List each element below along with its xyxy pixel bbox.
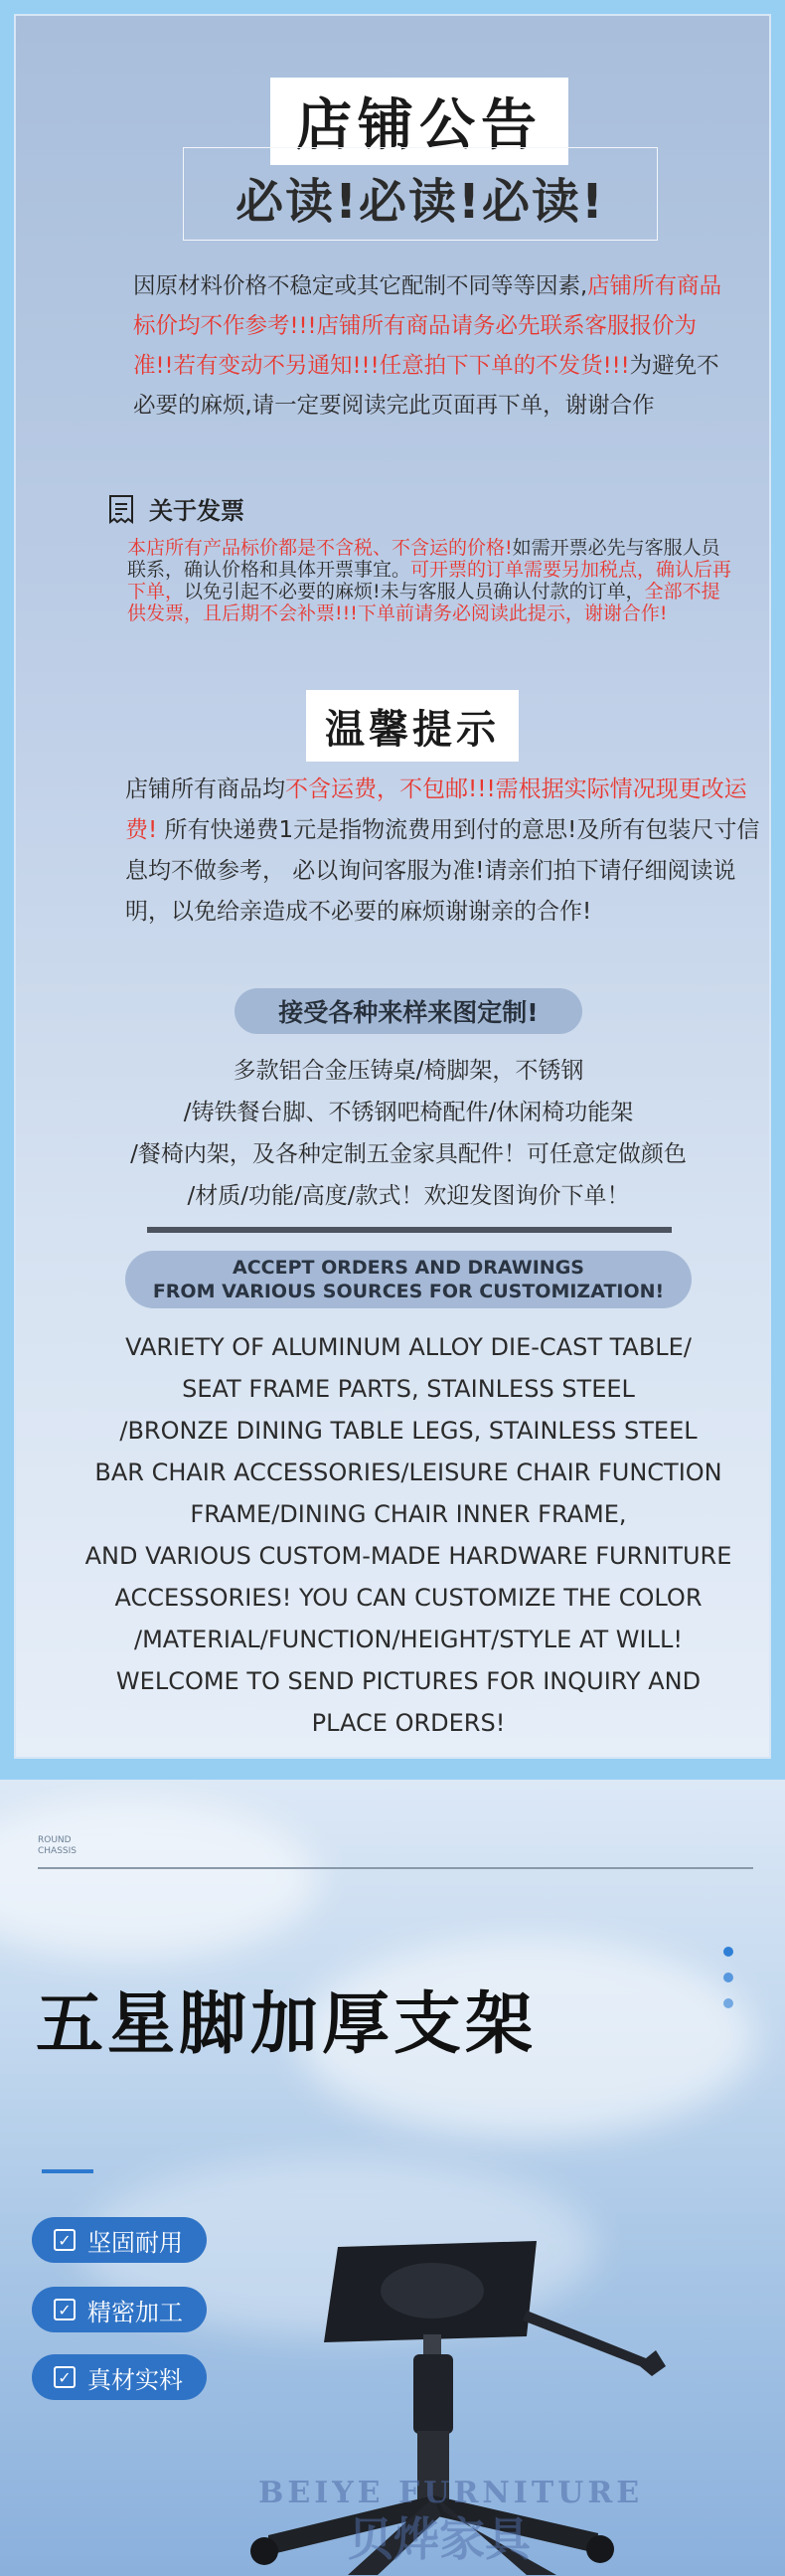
round-chassis-label [38,1835,77,1857]
invoice-text-e: 全部不提供发票，且后期不会补票!!!下单前请务必阅读此提示，谢谢合作! [127,581,720,624]
english-pill-line: ACCEPT ORDERS AND DRAWINGS [233,1257,584,1279]
english-pill-line: FROM VARIOUS SOURCES FOR CUSTOMIZATION! [152,1281,665,1302]
notice-text-a: 因原材料价格不稳定或其它配制不同等等因素, [133,273,588,299]
divider [147,1227,672,1233]
must-read-box [183,147,658,241]
english-line: BAR CHAIR ACCESSORIES/LEISURE CHAIR FUNCTION [94,1459,722,1486]
feature-badge [32,2287,207,2332]
custom-line: /餐椅内架，及各种定制五金家具配件！可任意定做颜色 [130,1141,687,1167]
warm-text-b: 不含运费，不包邮!!!需根据实际情况现更改运费! [125,776,747,843]
custom-line: /材质/功能/高度/款式！欢迎发图询价下单！ [187,1183,630,1209]
invoice-text-d: 以免引起不必要的麻烦!未与客服人员确认付款的订单， [184,581,645,602]
check-icon: ✓ [54,2299,76,2320]
warm-tip-title: 温馨提示 [325,706,500,753]
feature-badge [32,2217,207,2263]
check-icon: ✓ [54,2229,76,2251]
product-title: 五星脚加厚支架 [36,1985,538,2064]
english-line: VARIETY OF ALUMINUM ALLOY DIE-CAST TABLE/ [125,1333,692,1361]
feature-label: 精密加工 [87,2298,183,2326]
warm-text-c: 所有快递费1元是指物流费用到付的意思!及所有包装尺寸信息均不做参考， 必以询问客服为准!请亲们拍下请仔细阅读说明，以免给亲造成不必要的麻烦谢谢亲的合作! [125,817,760,925]
cloud-decoration [0,1800,318,1959]
custom-line: /铸铁餐台脚、不锈钢吧椅配件/休闲椅功能架 [183,1100,634,1125]
english-line: /BRONZE DINING TABLE LEGS, STAINLESS STEEL [119,1417,698,1445]
invoice-heading [107,491,244,526]
warm-tip-box [306,690,519,762]
feature-label: 坚固耐用 [87,2228,183,2257]
custom-line: 多款铝合金压铸桌/椅脚架，不锈钢 [233,1058,584,1084]
custom-paragraph [85,1050,731,1217]
english-line: PLACE ORDERS! [311,1709,506,1737]
english-line: FRAME/DINING CHAIR INNER FRAME, [190,1500,627,1528]
feature-label: 真材实料 [87,2365,183,2394]
invoice-text-a: 本店所有产品标价都是不含税、不含运的价格! [127,537,513,559]
dot-indicator [723,1973,733,1982]
english-pill [125,1251,692,1308]
notice-text-c: 为避免不必要的麻烦,请一定要阅读完此页面再下单，谢谢合作 [133,353,719,419]
english-line: AND VARIOUS CUSTOM-MADE HARDWARE FURNITURE [84,1542,732,1570]
english-line: SEAT FRAME PARTS, STAINLESS STEEL [182,1375,635,1403]
watermark-en: BEIYE FURNITURE [258,2476,644,2510]
accent-bar [42,2169,93,2173]
document-icon [107,494,135,524]
notice-panel [14,14,771,1759]
invoice-title: 关于发票 [149,497,244,525]
warm-tip-paragraph [125,770,761,933]
custom-pill-text: 接受各种来样来图定制! [278,998,539,1027]
small-label: CHASSIS [38,1846,78,1856]
english-line: WELCOME TO SEND PICTURES FOR INQUIRY AND [115,1667,702,1695]
invoice-paragraph [127,537,733,624]
check-icon: ✓ [54,2366,76,2388]
notice-paragraph [133,266,729,426]
invoice-text-c: 可开票的订单需要另加税点，确认后再下单， [127,559,732,602]
small-label: ROUND [38,1835,72,1845]
notice-text-warning: 店铺所有商品标价均不作参考!!!店铺所有商品请务必先联系客服报价为准!!若有变动不另通知!!!任意拍下下单的不发货!!! [133,273,722,379]
english-line: ACCESSORIES! YOU CAN CUSTOMIZE THE COLOR [114,1584,703,1612]
top-rule [38,1867,753,1869]
notice-title: 店铺公告 [296,93,543,158]
must-read-text: 必读!必读!必读! [236,174,605,230]
dot-indicator [723,1998,733,2008]
english-paragraph [56,1326,761,1744]
watermark-cn: 贝烨家具 [348,2512,531,2566]
feature-badge [32,2354,207,2400]
english-line: /MATERIAL/FUNCTION/HEIGHT/STYLE AT WILL! [134,1626,683,1653]
dot-indicator [723,1947,733,1957]
invoice-text-b: 如需开票必先与客服人员联系，确认价格和具体开票事宜。 [127,537,720,581]
warm-text-a: 店铺所有商品均 [125,776,285,802]
custom-pill [235,988,582,1034]
product-banner [0,1780,785,2576]
